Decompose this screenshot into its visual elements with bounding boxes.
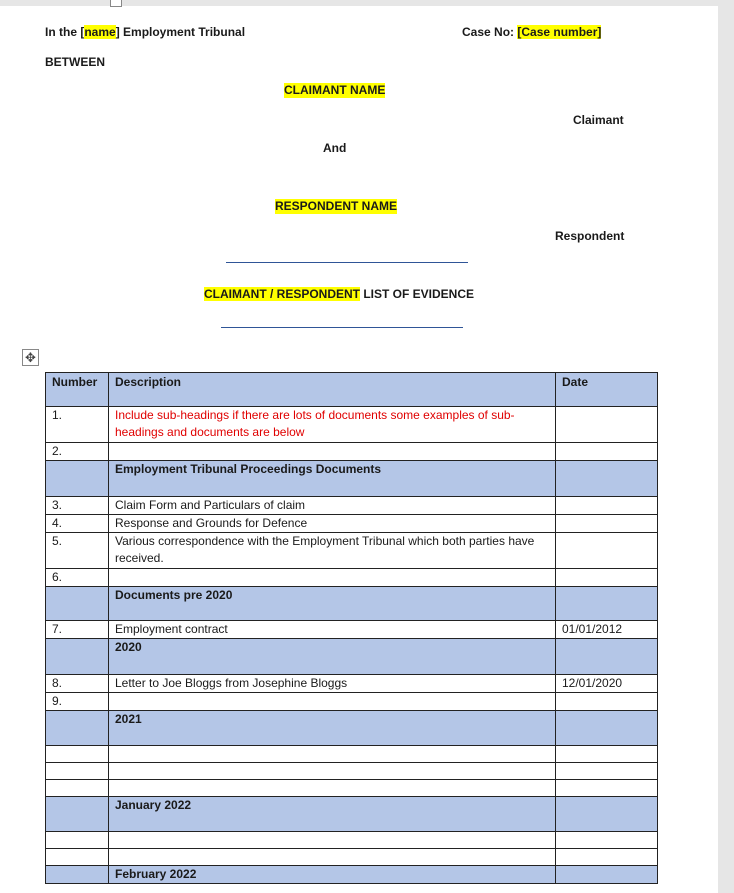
cell-date[interactable]: [556, 497, 658, 515]
cell-description[interactable]: January 2022: [109, 797, 556, 832]
cell-description[interactable]: [109, 746, 556, 763]
cell-description[interactable]: [109, 832, 556, 849]
cell-date[interactable]: [556, 407, 658, 443]
cell-description[interactable]: [109, 780, 556, 797]
cell-number[interactable]: [46, 832, 109, 849]
table-row: [46, 763, 658, 780]
cell-date[interactable]: [556, 866, 658, 884]
table-section-row: [46, 639, 658, 675]
cell-number[interactable]: 5.: [46, 533, 109, 569]
claimant-label: Claimant: [573, 113, 624, 127]
cell-date[interactable]: [556, 746, 658, 763]
cell-date[interactable]: [556, 639, 658, 675]
cell-number[interactable]: [46, 849, 109, 866]
page-corner-marker: [110, 0, 122, 7]
cell-description[interactable]: 2020: [109, 639, 556, 675]
cell-description[interactable]: Employment Tribunal Proceedings Documents: [109, 461, 556, 497]
list-title-party-placeholder[interactable]: CLAIMANT / RESPONDENT: [204, 287, 360, 301]
cell-description[interactable]: [109, 569, 556, 587]
cell-description[interactable]: Response and Grounds for Defence: [109, 515, 556, 533]
cell-description[interactable]: Employment contract: [109, 621, 556, 639]
table-section-row: [46, 711, 658, 746]
table-row: [46, 849, 658, 866]
header-number: Number: [46, 373, 109, 407]
cell-number[interactable]: 2.: [46, 443, 109, 461]
header-description: Description: [109, 373, 556, 407]
cell-date[interactable]: [556, 849, 658, 866]
cell-date[interactable]: [556, 587, 658, 621]
table-row: [46, 497, 658, 515]
claimant-name-placeholder[interactable]: CLAIMANT NAME: [284, 83, 386, 97]
table-row: [46, 693, 658, 711]
cell-description[interactable]: [109, 849, 556, 866]
table-row: [46, 569, 658, 587]
cell-number[interactable]: [46, 797, 109, 832]
table-section-row: [46, 797, 658, 832]
scrollbar-track[interactable]: [718, 0, 734, 893]
cell-date[interactable]: [556, 533, 658, 569]
cell-description[interactable]: [109, 763, 556, 780]
cell-number[interactable]: 4.: [46, 515, 109, 533]
table-row: [46, 407, 658, 443]
cell-date[interactable]: 01/01/2012: [556, 621, 658, 639]
cell-description[interactable]: Letter to Joe Bloggs from Josephine Bloggs: [109, 675, 556, 693]
cell-description[interactable]: [109, 443, 556, 461]
cell-number[interactable]: [46, 711, 109, 746]
cell-description[interactable]: 2021: [109, 711, 556, 746]
cell-date[interactable]: [556, 693, 658, 711]
cell-description[interactable]: February 2022: [109, 866, 556, 884]
cell-number[interactable]: [46, 746, 109, 763]
tribunal-name-placeholder[interactable]: name: [84, 25, 116, 39]
table-row: [46, 621, 658, 639]
table-header-row: [46, 373, 658, 407]
cell-number[interactable]: [46, 763, 109, 780]
respondent-label: Respondent: [555, 229, 625, 243]
table-row: [46, 515, 658, 533]
table-row: [46, 780, 658, 797]
table-section-row: [46, 587, 658, 621]
cell-date[interactable]: [556, 711, 658, 746]
cell-number[interactable]: 6.: [46, 569, 109, 587]
cell-date[interactable]: [556, 443, 658, 461]
cell-number[interactable]: 9.: [46, 693, 109, 711]
cell-number[interactable]: 7.: [46, 621, 109, 639]
cell-description[interactable]: Claim Form and Particulars of claim: [109, 497, 556, 515]
cell-date[interactable]: [556, 515, 658, 533]
cell-date[interactable]: [556, 832, 658, 849]
cell-description[interactable]: Documents pre 2020: [109, 587, 556, 621]
cell-number[interactable]: [46, 639, 109, 675]
cell-date[interactable]: [556, 569, 658, 587]
respondent-name-placeholder[interactable]: RESPONDENT NAME: [275, 199, 398, 213]
tribunal-heading: In the [name] Employment Tribunal: [45, 25, 246, 39]
cell-number[interactable]: [46, 461, 109, 497]
cell-number[interactable]: [46, 780, 109, 797]
table-row: [46, 675, 658, 693]
cell-date[interactable]: [556, 797, 658, 832]
cell-number[interactable]: [46, 866, 109, 884]
cell-description[interactable]: Include sub-headings if there are lots of documents some examples of sub-headings and documents are below: [109, 407, 556, 443]
table-section-row: [46, 461, 658, 497]
cell-number[interactable]: 1.: [46, 407, 109, 443]
cell-date[interactable]: [556, 763, 658, 780]
table-row: [46, 832, 658, 849]
table-row: [46, 533, 658, 569]
case-number-placeholder[interactable]: [Case number]: [517, 25, 602, 39]
cell-date[interactable]: [556, 461, 658, 497]
evidence-table: [45, 372, 658, 884]
table-move-handle-icon[interactable]: ✥: [22, 349, 39, 366]
list-title: CLAIMANT / RESPONDENT LIST OF EVIDENCE: [204, 287, 475, 301]
header-date: Date: [556, 373, 658, 407]
cell-date[interactable]: [556, 780, 658, 797]
cell-date[interactable]: 12/01/2020: [556, 675, 658, 693]
title-rule-top: [226, 262, 468, 263]
table-row: [46, 443, 658, 461]
cell-number[interactable]: 3.: [46, 497, 109, 515]
cell-number[interactable]: 8.: [46, 675, 109, 693]
cell-description[interactable]: [109, 693, 556, 711]
cell-number[interactable]: [46, 587, 109, 621]
case-number-heading: Case No: [Case number]: [462, 25, 602, 39]
and-label: And: [323, 141, 347, 155]
cell-description[interactable]: Various correspondence with the Employment Tribunal which both parties have received.: [109, 533, 556, 569]
table-section-row: [46, 866, 658, 884]
table-row: [46, 746, 658, 763]
between-label: BETWEEN: [45, 55, 105, 69]
title-rule-bottom: [221, 327, 463, 328]
